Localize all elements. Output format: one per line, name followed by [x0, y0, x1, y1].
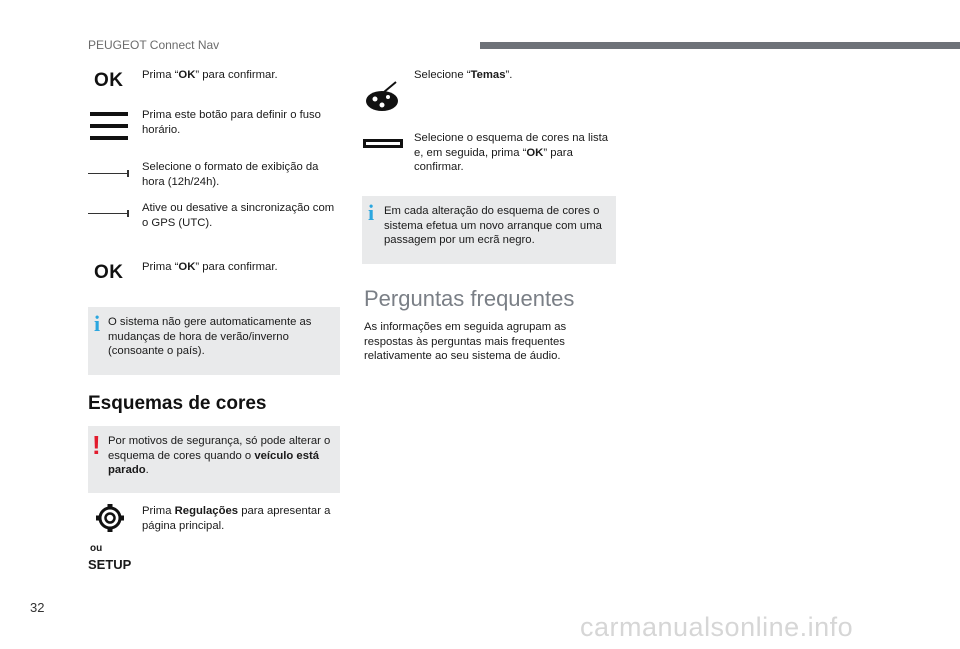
gear-icon	[96, 503, 124, 533]
text-bold: OK	[526, 146, 544, 159]
text-part: Prima	[142, 505, 175, 517]
text-part: .	[145, 464, 149, 477]
page-number: 32	[30, 600, 45, 615]
text-part: Prima “	[142, 261, 179, 273]
text-part: Prima “	[142, 69, 179, 81]
text-bold: Regulações	[174, 505, 239, 517]
row-ok-confirm-2	[142, 260, 342, 275]
setup-button-label: SETUP	[88, 557, 132, 572]
info-note-text: Em cada alteração do esquema de cores o sistema efetua um novo arranque com uma passagem por um ecrã negro.	[384, 205, 602, 247]
text-part: para apresentar a página principal.	[142, 505, 331, 532]
section-title: Esquemas de cores	[88, 393, 267, 414]
text-bold: OK	[178, 69, 196, 81]
text-bold: veículo está parado	[108, 449, 320, 477]
menu-icon	[90, 112, 128, 140]
warning-text	[108, 434, 333, 478]
palette-icon	[364, 80, 404, 112]
ok-button-icon: OK	[94, 262, 124, 283]
or-label: ou	[90, 543, 103, 554]
text-part: Selecione “	[414, 69, 471, 81]
settings-text	[142, 504, 332, 533]
info-note-box	[88, 307, 340, 375]
text-bold: Temas	[470, 69, 506, 81]
text-part: Por motivos de segurança, só pode alterar o esquema de cores quando o	[108, 435, 331, 462]
watermark: carmanualsonline.info	[580, 612, 854, 642]
info-note-text: O sistema não gere automaticamente as mudanças de hora de verão/inverno (consoante o país).	[108, 316, 312, 358]
color-scheme-list-icon	[363, 139, 403, 148]
text-part: ”.	[505, 69, 513, 81]
info-icon: i	[94, 311, 101, 336]
header-title: PEUGEOT Connect Nav	[88, 38, 220, 52]
list-item-icon	[88, 210, 130, 218]
text-part: ” para confirmar.	[414, 146, 573, 174]
faq-text: As informações em seguida agrupam as respostas às perguntas mais frequentes relativamente ao seu sistema de áudio.	[364, 321, 567, 363]
row-timezone-text: Prima este botão para definir o fuso horário.	[142, 109, 321, 136]
text-part: Selecione o esquema de cores na lista e, em seguida, prima “	[414, 132, 609, 159]
scheme-text	[414, 131, 609, 175]
row-gps-sync-text: Ative ou desative a sincronização com o GPS (UTC).	[142, 202, 335, 229]
themes-text	[414, 68, 604, 83]
info-icon: i	[368, 200, 375, 225]
text-bold: OK	[178, 261, 196, 273]
warning-icon: !	[92, 430, 101, 460]
text-part: ” para confirmar.	[195, 261, 278, 273]
faq-title: Perguntas frequentes	[364, 286, 575, 311]
header-bar	[480, 42, 960, 49]
row-ok-confirm-1	[142, 68, 342, 83]
warning-note-box	[88, 426, 340, 493]
list-item-icon	[88, 170, 130, 178]
ok-button-icon: OK	[94, 70, 124, 91]
row-time-format-text: Selecione o formato de exibição da hora (12h/24h).	[142, 161, 319, 188]
info-note-box	[362, 196, 616, 264]
text-part: ” para confirmar.	[195, 69, 278, 81]
